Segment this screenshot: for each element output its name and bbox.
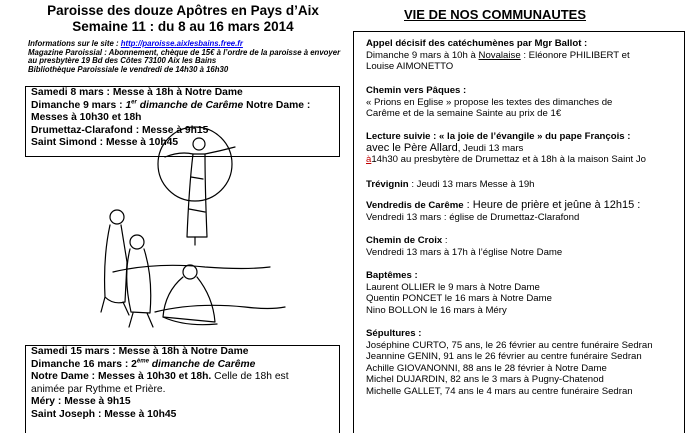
novalaise-text: Novalaise [478,49,521,61]
library-line: Bibliothèque Paroissiale le vendredi de 14h30 à 16h30 [28,64,229,74]
sun-circle [158,127,232,201]
communities-box [353,31,685,433]
site-label: Informations sur le site : [28,39,121,48]
notre-dame-label: Notre Dame : [243,99,311,111]
mery-mass: Méry : Messe à 9h15 [31,396,131,408]
first-sunday-label: dimanche de Carême [136,99,244,111]
lecture-times: 14h30 au presbytère de Drumettaz et à 18h à la maison Saint Jo [371,154,646,166]
parish-title: Paroisse des douze Apôtres en Pays d’Aix [47,3,319,18]
rythme-priere-note: animée par Rythme et Prière. [31,383,166,395]
sunday-9-label: Dimanche 9 mars : [31,99,126,111]
info-block [28,40,340,74]
mass-schedule-week2 [25,345,340,433]
sepultures-section [366,328,653,398]
chemin-paques-title: Chemin vers Pâques : [366,85,467,96]
risen-christ-illustration [95,117,295,342]
lecture-title: Lecture suivie : « la joie de l’évangile » du pape François : [366,131,631,142]
trevignin-title: Trévignin [366,179,409,190]
notre-dame-masses [26,371,339,384]
list-item: Michel DUJARDIN, 82 ans le 3 mars à Pugny-Chatenod [366,374,604,386]
vendredis-section [366,200,640,223]
appel-line2: Louise AIMONETTO [366,61,454,73]
saturday-15-mass: Samedi 15 mars : Messe à 18h à Notre Dame [31,346,249,357]
lecture-a-marker: à [366,154,372,166]
site-link[interactable]: http://paroisse.aixlesbains.free.fr [120,39,243,48]
address-line: au presbytère 19 Bd des Côtes 73100 Aix les Bains [28,56,217,66]
first-number: 1 [125,99,132,111]
appel-line1 [366,50,630,62]
vendredis-subtitle: : Heure de prière et jeûne à 12h15 : [463,199,641,211]
chemin-paques-line1: « Prions en Eglise » propose les textes des dimanches de [366,96,613,108]
first-sunday-text [125,100,243,111]
communities-heading: VIE DE NOS COMMUNAUTES [404,7,587,22]
chemin-croix-section [366,235,562,258]
pere-allard-text: avec le Père Allard [366,141,458,154]
appel-title: Appel décisif des catéchumènes par Mgr Ballot : [366,38,588,49]
week-title: Semaine 11 : du 8 au 16 mars 2014 [72,19,294,34]
list-item: Nino BOLLON le 16 mars à Méry [366,304,507,316]
trevignin-section [366,179,535,191]
disciple-left-icon [101,210,129,315]
sunday-16-heading [26,359,339,372]
saint-simond-mass: Saint Simond : Messe à 10h45 [31,137,179,149]
first-suffix: er [131,99,137,106]
vendredis-title: Vendredis de Carême [366,200,464,211]
chemin-paques-line2: Carême et de la semaine Sainte au prix de 1€ [366,108,562,120]
appel-date: Dimanche 9 mars à 10h à [366,49,479,61]
lecture-line1 [366,143,646,155]
appel-names: : Eléonore PHILIBERT et [520,49,630,61]
sepultures-title: Sépultures : [366,328,422,339]
sunday-16-label: Dimanche 16 mars : 2 [31,358,137,370]
trevignin-text: : Jeudi 13 mars Messe à 19h [408,179,535,190]
disciple-kneeling-icon [163,265,217,325]
saint-joseph-mass: Saint Joseph : Messe à 10h45 [31,408,177,420]
second-sunday-label: dimanche de Carême [148,358,256,370]
christ-figure [165,138,235,245]
chemin-croix-colon: : [442,235,448,246]
second-suffix: ème [136,358,149,365]
lecture-date: , Jeudi 13 mars [457,142,524,154]
list-item: Quentin PONCET le 16 mars à Notre Dame [366,293,552,305]
baptemes-section [366,270,552,316]
list-item: Jeannine GENIN, 91 ans le 26 février au centre funéraire Sedran [366,351,642,363]
baptemes-title: Baptêmes : [366,270,418,281]
list-item: Michelle GALLET, 74 ans le 4 mars au centre funéraire Sedran [366,385,633,397]
magazine-line: Magazine Paroissial : Abonnement, chèque de 15€ à l’ordre de la paroisse à envoyer [28,47,341,57]
chemin-croix-line1: Vendredi 13 mars à 17h à l’église Notre Dame [366,246,563,258]
disciple-middle-icon [127,235,153,327]
saturday-8-mass: Samedi 8 mars : Messe à 18h à Notre Dame [31,87,243,98]
sunday-9-masses: Messes à 10h30 et 18h [31,112,142,124]
lecture-section [366,131,646,166]
vendredis-heading [366,200,640,212]
lecture-line2 [366,154,646,166]
chemin-croix-heading [366,235,562,247]
sunday-9-heading [26,100,339,113]
list-item: Joséphine CURTO, 75 ans, le 26 février au centre funéraire Sedran [366,339,653,351]
list-item: Laurent OLLIER le 9 mars à Notre Dame [366,281,540,293]
vendredis-line1: Vendredi 13 mars : église de Drumettaz-Clarafond [366,211,580,223]
chemin-croix-title: Chemin de Croix [366,235,443,246]
chemin-paques-section [366,85,612,120]
appel-section [366,38,630,73]
list-item: Achille GIOVANONNI, 88 ans le 28 février à Notre Dame [366,362,607,374]
evening-mass-note: Celle de 18h est [211,371,289,383]
notre-dame-masses-label: Notre Dame : Messes à 10h30 et 18h. [31,371,212,383]
drumettaz-mass: Drumettaz-Clarafond : Messe à 9h15 [31,124,209,136]
